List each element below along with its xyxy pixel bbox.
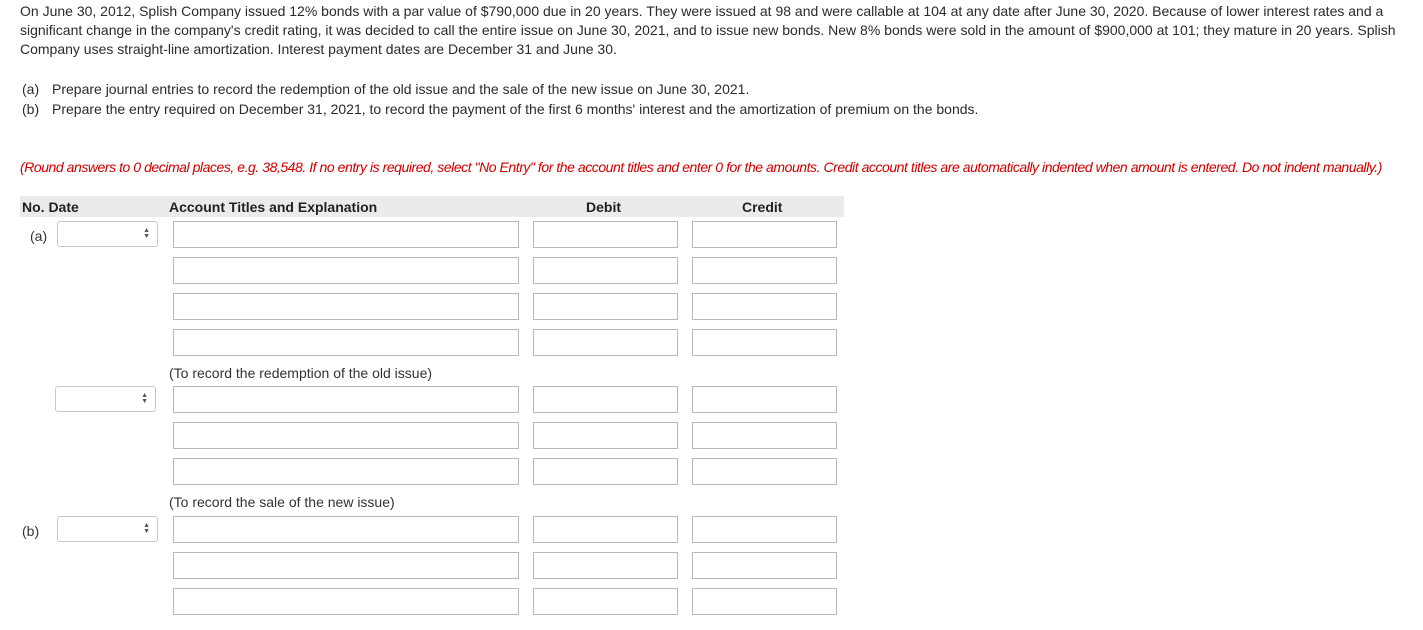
debit-input-a2-2[interactable] <box>533 422 678 449</box>
debit-input-a1-4[interactable] <box>533 329 678 356</box>
debit-input-b-1[interactable] <box>533 516 678 543</box>
account-input-b-1[interactable] <box>173 516 519 543</box>
account-input-b-3[interactable] <box>173 588 519 615</box>
account-input-a2-3[interactable] <box>173 458 519 485</box>
account-input-a1-3[interactable] <box>173 293 519 320</box>
account-input-a1-1[interactable] <box>173 221 519 248</box>
part-b <box>22 99 978 119</box>
date-select-b[interactable] <box>57 516 158 542</box>
header-credit: Credit <box>742 199 783 215</box>
part-a-label: (a) <box>22 81 40 97</box>
debit-input-b-2[interactable] <box>533 552 678 579</box>
credit-input-a2-2[interactable] <box>692 422 837 449</box>
problem-statement: On June 30, 2012, Splish Company issued 12% bonds with a par value of $790,000 due in 20 years. They were issued at 98 and were callable at 104 at any date after June 30, 2020. Because of lower interest rates and a significant change in the company's credit rating, it was decided to call the entire issue on June 30, 2021, and to issue new bonds. New 8% bonds were sold in the amount of $900,000 at 101; they mature in 20 years. Splish Company uses straight-line amortization. Interest payment dates are December 31 and June 30. <box>20 3 1396 57</box>
note-sale: (To record the sale of the new issue) <box>169 494 395 510</box>
account-input-b-2[interactable] <box>173 552 519 579</box>
date-select-a2[interactable] <box>55 386 156 412</box>
select-arrows-icon: ▲ ▼ <box>141 392 148 405</box>
credit-input-b-2[interactable] <box>692 552 837 579</box>
date-select-a1[interactable] <box>57 221 158 247</box>
debit-input-a2-1[interactable] <box>533 386 678 413</box>
header-debit: Debit <box>586 199 621 215</box>
select-arrows-icon: ▲ ▼ <box>143 522 150 535</box>
instructions: (Round answers to 0 decimal places, e.g. 38,548. If no entry is required, select "No Entry" for the account titles and enter 0 for the amounts. Credit account titles are automatically indented when amount is entered. Do not indent manually.) <box>20 159 1382 175</box>
credit-input-a1-2[interactable] <box>692 257 837 284</box>
part-a <box>22 79 978 99</box>
debit-input-a1-3[interactable] <box>533 293 678 320</box>
credit-input-b-3[interactable] <box>692 588 837 615</box>
credit-input-a1-4[interactable] <box>692 329 837 356</box>
credit-input-a2-3[interactable] <box>692 458 837 485</box>
credit-input-a2-1[interactable] <box>692 386 837 413</box>
header-account: Account Titles and Explanation <box>169 199 378 215</box>
account-input-a1-4[interactable] <box>173 329 519 356</box>
part-b-label: (b) <box>22 101 40 117</box>
debit-input-a1-2[interactable] <box>533 257 678 284</box>
journal-table-header <box>20 196 844 217</box>
note-redemption: (To record the redemption of the old issue) <box>169 365 433 381</box>
debit-input-b-3[interactable] <box>533 588 678 615</box>
part-b-text: Prepare the entry required on December 31, 2021, to record the payment of the first 6 months' interest and the amortization of premium on the bonds. <box>52 101 979 117</box>
credit-input-a1-1[interactable] <box>692 221 837 248</box>
entry-a-label: (a) <box>30 228 48 244</box>
credit-input-b-1[interactable] <box>692 516 837 543</box>
debit-input-a2-3[interactable] <box>533 458 678 485</box>
entry-b-label: (b) <box>22 523 40 539</box>
account-input-a2-1[interactable] <box>173 386 519 413</box>
problem-parts <box>22 79 978 119</box>
credit-input-a1-3[interactable] <box>692 293 837 320</box>
part-a-text: Prepare journal entries to record the redemption of the old issue and the sale of the new issue on June 30, 2021. <box>52 81 750 97</box>
select-arrows-icon: ▲ ▼ <box>143 227 150 240</box>
debit-input-a1-1[interactable] <box>533 221 678 248</box>
account-input-a1-2[interactable] <box>173 257 519 284</box>
account-input-a2-2[interactable] <box>173 422 519 449</box>
header-no-date: No. Date <box>22 199 79 215</box>
